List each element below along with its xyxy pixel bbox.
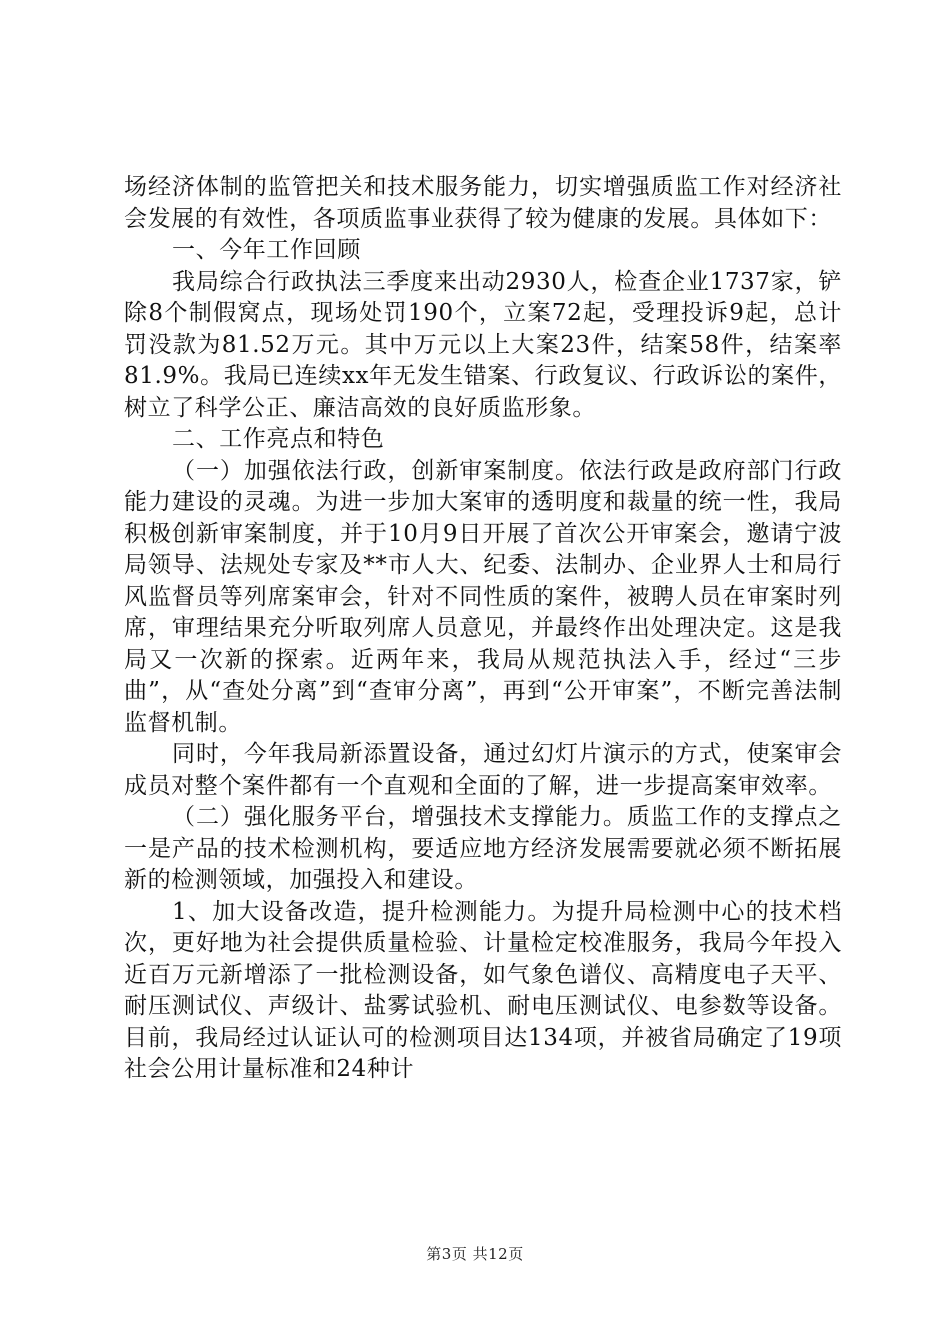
paragraph-intro: 场经济体制的监管把关和技术服务能力，切实增强质监工作对经济社会发展的有效性，各项质监事业获得了较为健康的发展。具体如下：	[124, 174, 842, 232]
paragraph-testing-capability: 1、加大设备改造，提升检测能力。为提升局检测中心的技术档次，更好地为社会提供质量检验、计量检定校准服务，我局今年投入近百万元新增添了一批检测设备，如气象色谱仪、高精度电子天平、耐压测试仪、声级计、盐雾试验机、耐电压测试仪、电参数等设备。目前，我局经过认证认可的检测项目达134项，并被省局确定了19项社会公用计量标准和24种计	[124, 898, 842, 1082]
document-body	[124, 172, 842, 1086]
paragraph-case-review-reform: （一）加强依法行政，创新审案制度。依法行政是政府部门行政能力建设的灵魂。为进一步加大案审的透明度和裁量的统一性，我局积极创新审案制度，并于10月9日开展了首次公开审案会，邀请宁波局领导、法规处专家及**市人大、纪委、法制办、企业界人士和局行风监督员等列席案审会，针对不同性质的案件，被聘人员在审案时列席，审理结果充分听取列席人员意见，并最终作出处理决定。这是我局又一次新的探索。近两年来，我局从规范执法入手，经过“三步曲”，从“查处分离”到“查审分离”，再到“公开审案”，不断完善法制监督机制。	[124, 457, 842, 736]
paragraph-service-platform: （二）强化服务平台，增强技术支撑能力。质监工作的支撑点之一是产品的技术检测机构，要适应地方经济发展需要就必须不断拓展新的检测领域，加强投入和建设。	[124, 804, 842, 893]
section-heading-review: 一、今年工作回顾	[172, 237, 361, 263]
section-heading-highlights: 二、工作亮点和特色	[172, 426, 385, 452]
page-footer: 第3页 共12页	[426, 1245, 524, 1263]
paragraph-new-equipment: 同时，今年我局新添置设备，通过幻灯片演示的方式，使案审会成员对整个案件都有一个直观和全面的了解，进一步提高案审效率。	[124, 741, 842, 799]
paragraph-enforcement-stats: 我局综合行政执法三季度来出动2930人，检查企业1737家，铲除8个制假窝点，现场处罚190个，立案72起，受理投诉9起，总计罚没款为81.52万元。其中万元以上大案23件，结案58件，结案率81.9%。我局已连续xx年无发生错案、行政复议、行政诉讼的案件，树立了科学公正、廉洁高效的良好质监形象。	[124, 268, 842, 421]
